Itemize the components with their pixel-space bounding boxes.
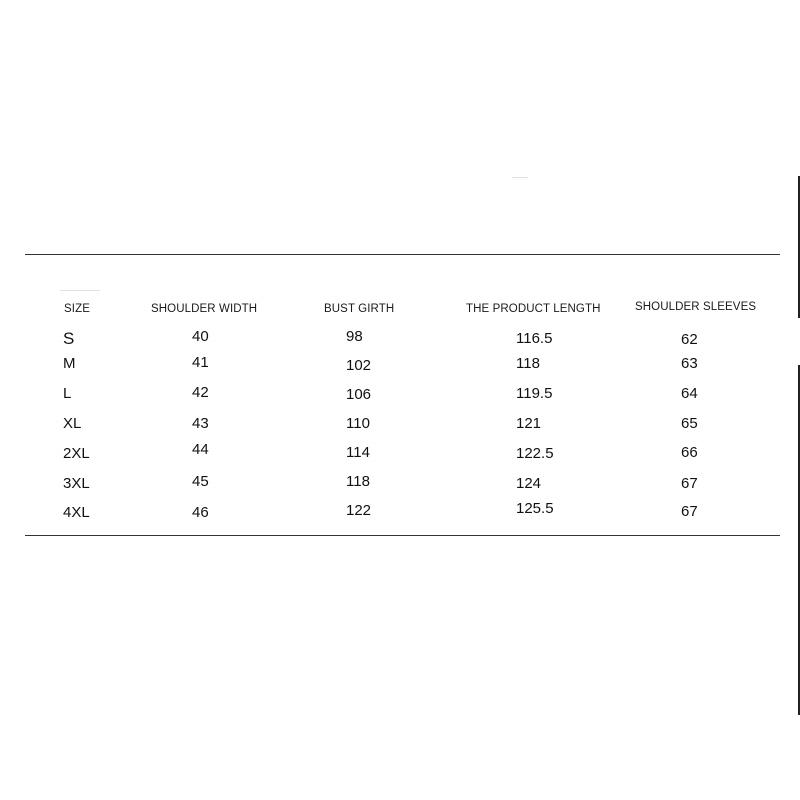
cell-product-length: 121 — [516, 415, 542, 432]
cell-size: S — [63, 329, 75, 348]
header-bust-girth: BUST GIRTH — [324, 303, 395, 315]
cell-shoulder-width: 43 — [192, 415, 209, 432]
cell-shoulder-sleeves: 66 — [681, 444, 698, 461]
cell-size: L — [63, 385, 72, 402]
cell-product-length: 119.5 — [516, 385, 553, 402]
cell-shoulder-sleeves: 62 — [681, 331, 698, 348]
cell-shoulder-sleeves: 67 — [681, 503, 698, 520]
cell-product-length: 122.5 — [516, 445, 554, 462]
header-product-length: THE PRODUCT LENGTH — [466, 303, 601, 315]
cell-shoulder-width: 44 — [192, 441, 209, 458]
cell-product-length: 116.5 — [516, 330, 553, 347]
cell-product-length: 125.5 — [516, 500, 554, 517]
cell-shoulder-sleeves: 63 — [681, 355, 698, 372]
cell-bust-girth: 114 — [346, 444, 370, 461]
cell-shoulder-sleeves: 64 — [681, 385, 698, 402]
cell-shoulder-width: 42 — [192, 384, 209, 401]
cell-bust-girth: 122 — [346, 502, 372, 519]
header-size: SIZE — [64, 303, 90, 315]
cell-bust-girth: 110 — [346, 415, 370, 432]
cell-shoulder-width: 46 — [192, 504, 209, 521]
cell-shoulder-sleeves: 65 — [681, 415, 698, 432]
cell-shoulder-width: 40 — [192, 328, 209, 345]
cell-bust-girth: 98 — [346, 328, 363, 345]
cell-size: 2XL — [63, 445, 90, 462]
cell-shoulder-sleeves: 67 — [681, 475, 698, 492]
cell-product-length: 118 — [516, 355, 540, 372]
cell-size: 4XL — [63, 504, 90, 521]
cell-shoulder-width: 41 — [192, 354, 209, 371]
cell-bust-girth: 106 — [346, 386, 372, 403]
cell-size: M — [63, 355, 76, 372]
cell-size: XL — [63, 415, 82, 432]
cell-bust-girth: 118 — [346, 473, 370, 490]
header-shoulder-width: SHOULDER WIDTH — [151, 303, 258, 315]
header-shoulder-sleeves: SHOULDER SLEEVES — [635, 301, 757, 313]
cell-shoulder-width: 45 — [192, 473, 209, 490]
cell-product-length: 124 — [516, 475, 542, 492]
cell-bust-girth: 102 — [346, 357, 372, 374]
cell-size: 3XL — [63, 475, 90, 492]
